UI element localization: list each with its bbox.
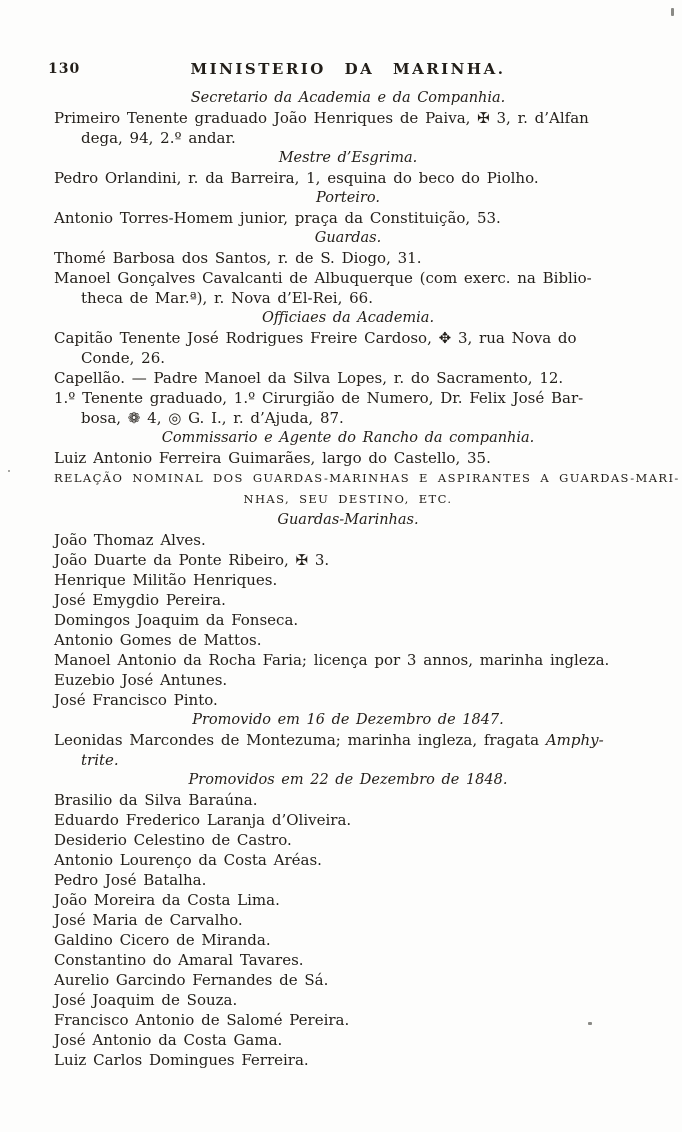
entry-line: Brasilio da Silva Baraúna. <box>54 791 258 809</box>
entry-line: João Moreira da Costa Lima. <box>54 891 280 909</box>
entry-line: Eduardo Frederico Laranja d’Oliveira. <box>54 811 352 829</box>
entry-line: João Thomaz Alves. <box>54 531 206 549</box>
entry-continuation: trite. <box>81 751 119 769</box>
entry-line: Thomé Barbosa dos Santos, r. de S. Diogo, 31. <box>54 249 422 267</box>
entry-continuation: dega, 94, 2.º andar. <box>81 129 236 147</box>
entry-line: Manoel Antonio da Rocha Faria; licença por 3 annos, marinha ingleza. <box>54 651 610 669</box>
section-heading: Secretario da Academia e da Companhia. <box>190 90 506 106</box>
entry-line: Capitão Tenente José Rodrigues Freire Cardoso, ✥ 3, rua Nova do <box>54 329 577 347</box>
entry-line: Primeiro Tenente graduado João Henriques de Paiva, ✠ 3, r. d’Alfan <box>54 109 589 127</box>
entry-line <box>54 730 642 750</box>
entry-text: Leonidas Marcondes de Montezuma; marinha ingleza, fragata <box>54 731 546 749</box>
entry-line: Domingos Joaquim da Fonseca. <box>54 611 299 629</box>
section-heading: Porteiro. <box>316 190 380 206</box>
entry-line: Manoel Gonçalves Cavalcanti de Albuquerque (com exerc. na Biblio- <box>54 269 592 287</box>
relation-title-line: NHAS, SEU DESTINO, ETC. <box>243 492 453 506</box>
promotion-date-heading: Promovidos em 22 de Dezembro de 1848. <box>188 772 508 788</box>
section-heading: Commissario e Agente do Rancho da companhia. <box>161 430 535 446</box>
entry-line: Aurelio Garcindo Fernandes de Sá. <box>54 971 329 989</box>
entry-line: Euzebio José Antunes. <box>54 671 228 689</box>
entry-line: José Francisco Pinto. <box>54 691 218 709</box>
entry-line: Henrique Militão Henriques. <box>54 571 278 589</box>
relation-title-line: RELAÇÃO NOMINAL DOS GUARDAS-MARINHAS E ASPIRANTES A GUARDAS-MARI- <box>54 471 680 485</box>
entry-line: Francisco Antonio de Salomé Pereira. <box>54 1011 350 1029</box>
entry-line: José Maria de Carvalho. <box>54 911 243 929</box>
running-header <box>48 58 642 84</box>
scan-speck <box>671 8 674 16</box>
entry-line: Galdino Cicero de Miranda. <box>54 931 271 949</box>
entry-continuation: bosa, ❁ 4, ◎ G. I., r. d’Ajuda, 87. <box>81 409 344 427</box>
entry-line: Desiderio Celestino de Castro. <box>54 831 292 849</box>
section-heading: Guardas. <box>314 230 382 246</box>
entry-continuation: theca de Mar.ª), r. Nova d’El-Rei, 66. <box>81 289 373 307</box>
entry-line: José Antonio da Costa Gama. <box>54 1031 283 1049</box>
entry-continuation: Conde, 26. <box>81 349 166 367</box>
entry-line: Antonio Lourenço da Costa Aréas. <box>54 851 322 869</box>
entry-line: Pedro Orlandini, r. da Barreira, 1, esquina do beco do Piolho. <box>54 169 539 187</box>
ship-name: Amphy- <box>545 731 604 749</box>
entry-line: Pedro José Batalha. <box>54 871 207 889</box>
entry-line: José Joaquim de Souza. <box>54 991 238 1009</box>
section-heading: Guardas-Marinhas. <box>277 512 419 528</box>
entry-line: Luiz Carlos Domingues Ferreira. <box>54 1051 309 1069</box>
entry-line: Constantino do Amaral Tavares. <box>54 951 304 969</box>
promotion-date-heading: Promovido em 16 de Dezembro de 1847. <box>192 712 504 728</box>
section-heading: Mestre d’Esgrima. <box>278 150 418 166</box>
entry-line: Luiz Antonio Ferreira Guimarães, largo do Castello, 35. <box>54 449 491 467</box>
entry-line: Antonio Torres-Homem junior, praça da Constituição, 53. <box>54 209 501 227</box>
page-content <box>48 58 680 1070</box>
entry-line: Capellão. — Padre Manoel da Silva Lopes, r. do Sacramento, 12. <box>54 369 564 387</box>
scan-speck <box>8 470 10 472</box>
page-title: MINISTERIO DA MARINHA. <box>190 60 506 78</box>
entry-line: Antonio Gomes de Mattos. <box>54 631 262 649</box>
entry-line: 1.º Tenente graduado, 1.º Cirurgião de Numero, Dr. Felix José Bar- <box>54 389 584 407</box>
entry-line: João Duarte da Ponte Ribeiro, ✠ 3. <box>54 551 330 569</box>
page-number: 130 <box>48 61 81 77</box>
section-heading: Officiaes da Academia. <box>261 310 435 326</box>
entry-line: José Emygdio Pereira. <box>54 591 226 609</box>
